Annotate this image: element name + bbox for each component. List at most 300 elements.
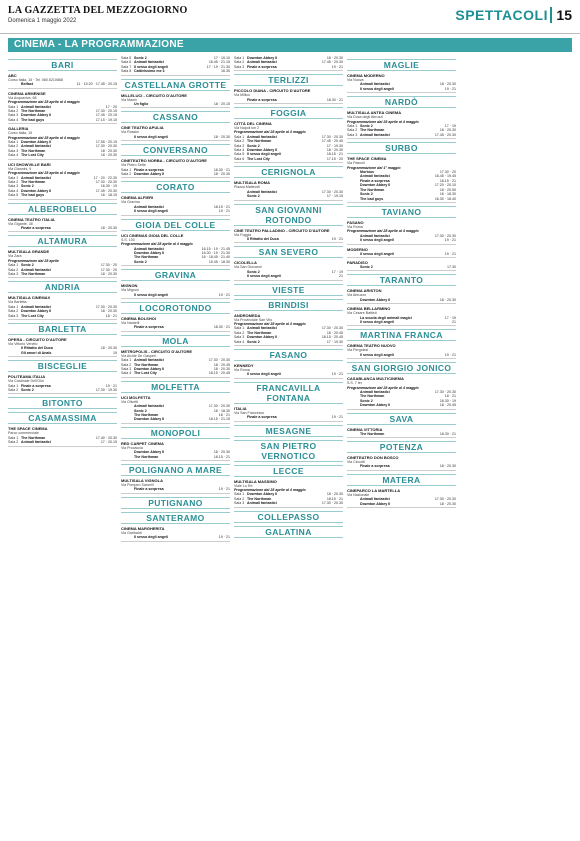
- film-title: The Lost City: [247, 156, 270, 161]
- showtimes: 18 · 20.30: [439, 297, 456, 302]
- film-title: Sonic 2: [21, 263, 34, 268]
- city-heading: PUTIGNANO: [121, 497, 230, 509]
- showtimes: 16.45 · 19.45: [434, 174, 456, 179]
- cinema-listing: [234, 180, 343, 200]
- cinema-name: RED CARPET CINEMA: [121, 440, 164, 446]
- cinema-address: Via Napoli km 2: [234, 126, 260, 131]
- film-title: Animali fantastici: [134, 358, 164, 363]
- screen-label: Sala 3: [8, 271, 19, 276]
- cinema-name: CINEMA MARGHERITA: [121, 525, 165, 531]
- showtime-row: [234, 98, 343, 102]
- cinema-name: CINEMA ARISTON: [347, 288, 382, 294]
- screen-label: [234, 274, 247, 278]
- screen-label: Sala 5: [234, 152, 245, 157]
- screen-label: Sala 4: [8, 153, 19, 158]
- showtimes: 17.30 · 19.30: [95, 388, 117, 393]
- showtimes: 17 · 19: [331, 269, 343, 274]
- showtime-row: [121, 293, 230, 297]
- showtimes: 19 · 21: [331, 64, 343, 69]
- showtime-row: [8, 314, 117, 318]
- screen-label: [347, 197, 360, 201]
- cinema-address: Via Pietro Sette: [121, 163, 146, 168]
- screen-label: [234, 372, 247, 376]
- showtime-row: [347, 252, 456, 256]
- cinema-listing: [8, 126, 117, 159]
- showtimes: 18 · 20.50: [439, 187, 456, 192]
- cinema-listing: [234, 313, 343, 346]
- film-title: Animali fantastici: [360, 497, 390, 502]
- film-title: Finale a sorpresa: [247, 97, 277, 102]
- cinema-address: Via Pergolesi: [347, 348, 369, 353]
- film-title: The Northman: [21, 109, 46, 114]
- film-title: Animali fantastici: [21, 267, 51, 272]
- showtimes: 19 · 21: [105, 383, 117, 388]
- city-heading: LOCOROTONDO: [121, 302, 230, 314]
- showtime-row: [347, 320, 456, 324]
- listing-divider: [8, 123, 117, 124]
- city-heading: MOLA: [121, 335, 230, 347]
- city-heading: BITONTO: [8, 397, 117, 409]
- showtimes: 18 · 21: [444, 394, 456, 399]
- city-heading: SAN PIETRO VERNOTICO: [234, 440, 343, 462]
- film-title: Animali fantastici: [21, 104, 51, 109]
- film-title: Cattivissimo me 3: [134, 69, 165, 74]
- screen-label: Sala 1: [8, 304, 19, 309]
- showtimes: 17.40 · 20.30: [95, 435, 117, 440]
- showtimes: 18 · 21: [105, 313, 117, 318]
- film-title: Il sesso degli angeli: [360, 352, 394, 357]
- listing-divider: [8, 393, 117, 394]
- listing-divider: [234, 421, 343, 422]
- film-title: Sonic 2: [134, 56, 147, 60]
- showtimes: 17.30 · 20.30: [434, 390, 456, 394]
- cinema-listing: [234, 56, 343, 71]
- showtime-row: [8, 388, 117, 392]
- screen-label: [121, 293, 134, 297]
- showtimes: 17.30 · 20: [100, 263, 117, 268]
- screen-label: Sala 6: [234, 156, 245, 161]
- screen-label: Sala 2: [8, 144, 19, 149]
- film-title: Il sesso degli angeli: [134, 209, 168, 214]
- film-title: Animali fantastici: [21, 144, 51, 149]
- cinema-name: ANDROMEDA: [234, 312, 261, 318]
- showtime-row: [8, 118, 117, 122]
- listing-divider: [121, 541, 230, 542]
- screen-label: Sala 5: [8, 193, 19, 198]
- cinema-name: UCI CINEMAS GIOIA DEL COLLE: [121, 232, 184, 238]
- screen-label: [347, 87, 360, 91]
- showtimes: 19 · 21: [331, 415, 343, 420]
- film-title: Animali fantastici: [247, 326, 277, 331]
- cinema-address: S.S. 7 ter: [347, 381, 362, 386]
- city-heading: SAN GIORGIO JONICO: [347, 362, 456, 374]
- screen-label: Sala 2: [8, 440, 19, 445]
- screen-label: [234, 194, 247, 198]
- film-title: Sonic 2: [247, 269, 260, 274]
- showtimes: 19 · 21: [218, 292, 230, 297]
- screen-label: [8, 82, 21, 86]
- showtime-row: [121, 535, 230, 539]
- showtimes: 18.45 · 21.15: [208, 60, 230, 65]
- cinema-address: Via Roma: [234, 367, 250, 372]
- newspaper-name: LA GAZZETTA DEL MEZZOGIORNO: [8, 5, 188, 16]
- screen-label: [121, 260, 134, 264]
- city-heading: BARLETTA: [8, 323, 117, 335]
- listing-divider: [347, 470, 456, 471]
- showtime-row: [121, 487, 230, 491]
- showtime-row: [8, 226, 117, 230]
- cinema-listing: [8, 374, 117, 394]
- screen-label: Sala 1: [234, 326, 245, 331]
- showtimes: 17.45 · 20.30: [95, 188, 117, 193]
- film-title: The Northman: [134, 255, 159, 260]
- showtimes: 16.30 · 19: [439, 398, 456, 403]
- screen-label: [347, 403, 360, 407]
- film-title: Downton Abbey II: [360, 403, 391, 408]
- cinema-listing: [8, 73, 117, 89]
- showtime-row: [347, 197, 456, 201]
- showtimes: 18.15 · 21: [213, 454, 230, 459]
- city-heading: MATERA: [347, 474, 456, 486]
- cinema-name: ITALIA: [234, 405, 247, 411]
- screen-label: Sala 1: [8, 263, 19, 268]
- listing-divider: [234, 103, 343, 104]
- film-title: Il sesso degli angeli: [360, 319, 394, 324]
- cinema-name: MULTISALA ROMA: [234, 180, 270, 186]
- film-title: Animali fantastici: [360, 82, 390, 87]
- city-heading: SAN SEVERO: [234, 246, 343, 258]
- showtimes: 17.30: [447, 264, 456, 269]
- screen-label: [8, 226, 21, 230]
- programme-dates: Programmazione dal 28 aprile al 4 maggio: [347, 119, 419, 124]
- film-title: The Northman: [360, 394, 385, 399]
- programme-dates: Programmazione dal 28 aprile al 4 maggio: [234, 488, 306, 492]
- programme-dates: Programmazione dal 28 aprile al 4 maggio: [8, 171, 80, 176]
- cinema-name: METROPOLIS - CIRCUITO D'AUTORE: [121, 348, 193, 354]
- cinema-listing: [121, 526, 230, 542]
- cinema-listing: [8, 426, 117, 446]
- listing-divider: [347, 325, 456, 326]
- showtimes: 18.15 · 20.45: [321, 335, 343, 340]
- showtimes: 18 · 20.30: [439, 501, 456, 506]
- listing-divider: [121, 177, 230, 178]
- cinema-name: KENNEDY: [234, 362, 254, 368]
- city-heading: NARDÒ: [347, 96, 456, 108]
- cinema-listing: [121, 195, 230, 215]
- screen-label: Sala 3: [347, 132, 358, 137]
- cinema-address: Via Mignon: [121, 288, 139, 293]
- showtimes: 17.20 · 20.10: [434, 183, 456, 188]
- listings-column: [234, 56, 343, 836]
- city-heading: VIESTE: [234, 284, 343, 296]
- film-title: Downton Abbey II: [247, 492, 278, 497]
- showtime-row: [347, 238, 456, 242]
- cinema-name: CINEMA VITTORIA: [347, 426, 383, 432]
- cinema-address: Viale Lo Re: [234, 483, 253, 488]
- screen-label: Sala 7: [121, 64, 132, 69]
- cinema-listing: [8, 249, 117, 278]
- cinema-address: Via Millico: [234, 93, 251, 98]
- listing-divider: [347, 202, 456, 203]
- cinema-listing: [121, 283, 230, 299]
- showtimes: 18.30 · 21: [326, 97, 343, 102]
- screen-label: [121, 135, 134, 139]
- film-title: The Northman: [134, 413, 159, 417]
- cinema-name: CINEPARCO LA MARTELLA: [347, 487, 401, 493]
- film-title: Sonic 2: [134, 408, 147, 413]
- listing-divider: [121, 460, 230, 461]
- showtime-row: [347, 133, 456, 137]
- showtimes: 18 · 20.30: [100, 148, 117, 153]
- programme-dates: Programmazione dal 28 aprile: [8, 258, 59, 263]
- cinema-listing: [347, 488, 456, 508]
- showtimes: 17.15 · 19.15: [95, 117, 117, 122]
- showtime-row: [347, 403, 456, 407]
- masthead: [0, 0, 580, 34]
- cinema-listing: [234, 406, 343, 422]
- listing-divider: [121, 331, 230, 332]
- film-title: Il sesso degli angeli: [134, 134, 168, 139]
- cinema-listing: [121, 93, 230, 109]
- showtimes: 17.30 · 20.30: [321, 134, 343, 139]
- city-heading: CASTELLANA GROTTE: [121, 79, 230, 91]
- cinema-name: MULTISALA VIGNOLA: [121, 478, 163, 484]
- film-title: Animali fantastici: [134, 246, 164, 251]
- screen-label: [121, 535, 134, 539]
- showtimes: 16 · 18.30: [439, 192, 456, 197]
- listing-divider: [347, 437, 456, 438]
- cinema-name: MODERNO: [347, 246, 368, 252]
- listing-divider: [8, 199, 117, 200]
- film-title: Animali fantastici: [134, 404, 164, 409]
- cinema-listing: [347, 376, 456, 409]
- showtimes: 17.45 · 20.30: [434, 132, 456, 137]
- film-title: Downton Abbey II: [247, 148, 278, 153]
- cinema-name: OPERA - CIRCUITO D'AUTORE: [8, 337, 67, 342]
- screen-label: [8, 351, 21, 355]
- showtime-row: [121, 102, 230, 106]
- city-heading: FRANCAVILLA FONTANA: [234, 382, 343, 404]
- cinema-address: Corso Italia, 15: [8, 131, 33, 136]
- screen-label: [347, 298, 360, 302]
- film-title: The Northman: [21, 179, 46, 184]
- showtime-row: [121, 417, 230, 421]
- cinema-listing: [347, 156, 456, 203]
- screen-label: Sala 1: [347, 124, 358, 129]
- listing-divider: [8, 88, 117, 89]
- city-heading: ALTAMURA: [8, 235, 117, 247]
- cinema-listing: [234, 228, 343, 244]
- showtimes: 16 · 18.30: [213, 408, 230, 413]
- film-title: Downton Abbey II: [21, 140, 52, 145]
- listing-divider: [347, 303, 456, 304]
- screen-label: [347, 238, 360, 242]
- film-title: Sonic 2: [360, 192, 373, 197]
- screen-label: Sala 3: [8, 148, 19, 153]
- city-heading: BISCEGLIE: [8, 360, 117, 372]
- cinema-listing: [8, 217, 117, 233]
- listing-divider: [234, 162, 343, 163]
- screen-label: Sala 3: [234, 335, 245, 340]
- showtimes: 16 · 18.15: [100, 193, 117, 198]
- screen-label: [347, 502, 360, 506]
- cinema-name: CITTÀ DEL CINEMA: [234, 121, 272, 127]
- film-title: Un figlio: [134, 102, 149, 107]
- showtimes: 17.15 · 20: [326, 156, 343, 161]
- film-title: The Lost City: [21, 153, 44, 158]
- listing-divider: [347, 358, 456, 359]
- showtimes: 18 · 20.30: [100, 346, 117, 351]
- film-title: Belfast: [21, 82, 33, 87]
- cinema-listing: [8, 162, 117, 200]
- screen-label: Sala 3: [234, 143, 245, 148]
- showtimes: 21: [339, 274, 343, 279]
- film-title: Animali fantastici: [247, 189, 277, 194]
- listing-divider: [121, 75, 230, 76]
- screen-label: Sala 4: [8, 188, 19, 193]
- film-title: The Northman: [247, 330, 272, 335]
- showtimes: 19 · 21: [331, 372, 343, 377]
- cinema-address: Via Duca degli Abruzzi: [347, 115, 383, 120]
- cinema-listing: [121, 395, 230, 424]
- showtimes: 18 · 20.30: [100, 309, 117, 314]
- film-title: The Northman: [247, 496, 272, 501]
- cinema-listing: [347, 220, 456, 245]
- showtime-row: [234, 415, 343, 419]
- film-title: La scuola degli animali magici: [360, 315, 412, 320]
- listing-divider: [121, 493, 230, 494]
- cinema-address: Via Vittorio Veneto: [8, 342, 38, 346]
- film-title: Il sesso degli angeli: [247, 274, 281, 279]
- cinema-name: UCI MOLFETTA: [121, 394, 151, 400]
- cinema-address: Via Acquaviva, 68: [8, 95, 37, 100]
- showtime-row: [121, 260, 230, 264]
- cinema-address: Via Foggia: [234, 232, 252, 237]
- showtime-row: [347, 464, 456, 468]
- cinema-name: CINEMA TEATRO ITALIA: [8, 216, 55, 222]
- cinema-address: Via Rossini: [121, 130, 139, 135]
- cinema-address: Via Zara: [8, 254, 22, 259]
- screen-label: [121, 325, 134, 329]
- screen-label: [347, 464, 360, 468]
- cinema-address: S.S. 100: [121, 237, 135, 242]
- showtimes: 15.45 · 18.30: [208, 259, 230, 264]
- showtimes: 19 · 21: [218, 209, 230, 214]
- film-title: Animali fantastici: [360, 132, 390, 137]
- showtimes: 19 · 21: [218, 535, 230, 540]
- page-number: 15: [550, 7, 572, 23]
- showtimes: 18.30 · 21: [213, 167, 230, 172]
- film-title: Sonic 2: [360, 124, 373, 129]
- showtime-row: [347, 298, 456, 302]
- programme-dates: Programmazione dal 28 aprile al 4 maggio: [347, 385, 419, 390]
- showtimes: 17 · 19.10: [213, 56, 230, 60]
- cinema-name: CINETEATRO NORBA - CIRCUITO D'AUTORE: [121, 158, 207, 164]
- film-title: Il sesso degli angeli: [247, 372, 281, 377]
- city-heading: GRAVINA: [121, 269, 230, 281]
- cinema-address: Via Barletta: [8, 300, 27, 305]
- listing-divider: [234, 200, 343, 201]
- screen-label: [347, 320, 360, 324]
- listing-divider: [8, 319, 117, 320]
- film-title: Finale a sorpresa: [247, 64, 277, 69]
- screen-label: [347, 265, 360, 269]
- programme-dates: Programmazione dal 28 aprile al 4 maggio: [234, 321, 306, 326]
- listing-divider: [234, 242, 343, 243]
- showtimes: 19 · 21: [444, 251, 456, 256]
- screen-label: [121, 209, 134, 213]
- showtimes: 18.30 · 21: [439, 431, 456, 436]
- listing-divider: [121, 298, 230, 299]
- showtime-row: [347, 353, 456, 357]
- cinema-name: UCI SHOWVILLE BARI: [8, 161, 51, 167]
- listings-columns: [8, 56, 572, 836]
- screen-label: Sala 6: [121, 60, 132, 65]
- showtimes: 18 · 20.30: [326, 148, 343, 153]
- programme-dates: Programmazione dal 28 aprile al 4 maggio: [234, 130, 306, 135]
- cinema-address: Via Olivetti: [121, 399, 139, 404]
- city-heading: TARANTO: [347, 274, 456, 286]
- showtime-row: [234, 340, 343, 344]
- cinema-address: Piazza Matteotti: [234, 185, 260, 190]
- film-title: Sonic 2: [247, 339, 260, 344]
- screen-label: Sala 4: [121, 371, 132, 376]
- cinema-address: Via Alcide De Gasperi: [121, 353, 156, 358]
- showtimes: 11 · 15.20 · 17.45 · 20.15: [76, 82, 117, 87]
- showtime-row: [8, 82, 117, 86]
- cinema-listing: [234, 121, 343, 163]
- showtimes: 17.30 · 20.30: [321, 326, 343, 331]
- film-title: The Northman: [134, 454, 159, 459]
- showtimes: 17 · 19 · 21.30: [206, 64, 230, 69]
- screen-label: Sala 4: [234, 339, 245, 344]
- cinema-listing: [347, 306, 456, 326]
- showtime-row: [234, 274, 343, 278]
- film-title: Downton Abbey II: [21, 113, 52, 118]
- film-title: The Northman: [134, 362, 159, 367]
- cinema-name: MULTISALA GRANDE: [8, 249, 50, 255]
- cinema-listing: [347, 288, 456, 304]
- city-heading: FOGGIA: [234, 107, 343, 119]
- cinema-address: Via Pompeo Sarnelli: [121, 483, 154, 488]
- showtime-row: [121, 455, 230, 459]
- cinema-listing: [347, 247, 456, 258]
- showtimes: 17 · 19: [444, 124, 456, 129]
- showtimes: 19 · 21: [331, 236, 343, 241]
- film-title: Animali fantastici: [247, 60, 277, 65]
- screen-label: Sala 4: [8, 117, 19, 122]
- film-title: Downton Abbey II: [360, 297, 391, 302]
- cinema-name: FASANO: [347, 219, 364, 225]
- city-heading: TAVIANO: [347, 206, 456, 218]
- cinema-name: THE SPACE CINEMA: [347, 156, 387, 162]
- film-title: Sonic 2: [247, 143, 260, 148]
- screen-label: Sala 2: [121, 172, 132, 177]
- city-heading: CONVERSANO: [121, 144, 230, 156]
- cinema-name: MIGNON: [121, 283, 138, 289]
- film-title: The bad guys: [21, 193, 45, 198]
- showtimes: 16.30: [221, 69, 230, 74]
- screen-label: Sala 3: [8, 184, 19, 189]
- cinema-address: Via Garibaldi: [121, 530, 142, 535]
- cinema-listing: [8, 91, 117, 124]
- screen-label: [121, 455, 134, 459]
- cinema-listing: [121, 316, 230, 332]
- city-heading: MAGLIE: [347, 59, 456, 71]
- screen-label: [347, 353, 360, 357]
- cinema-name: CINEMA BOLSHOI: [121, 315, 156, 321]
- city-heading: CASAMASSIMA: [8, 412, 117, 424]
